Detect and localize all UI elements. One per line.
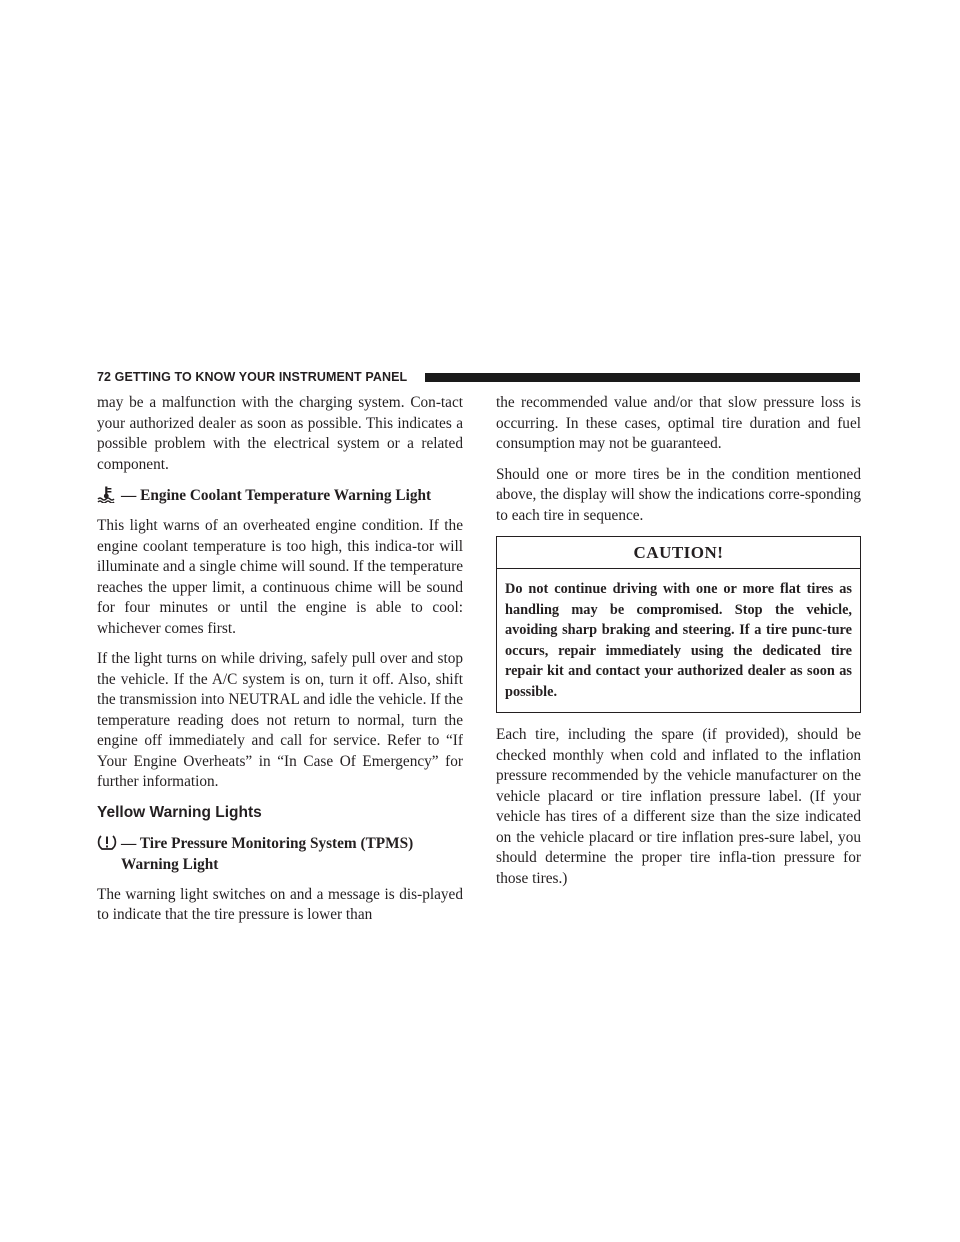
coolant-heading-text: — Engine Coolant Temperature Warning Light bbox=[121, 487, 432, 504]
left-column bbox=[97, 393, 463, 936]
paragraph-display-sequence: Should one or more tires be in the condition mentioned above, the display will show the indications corre-sponding to each tire in sequence. bbox=[496, 465, 861, 524]
tpms-heading bbox=[97, 833, 463, 875]
coolant-temperature-icon bbox=[97, 486, 117, 503]
coolant-heading bbox=[97, 485, 463, 506]
paragraph-coolant-warning: This light warns of an overheated engine condition. If the engine coolant temperature is too high, this indica-tor will illuminate and a single chime will sound. If the temperature reaches the upper limit, a continuous chime will be sound for four minutes or until the engine is able to cool: whichever comes first. bbox=[97, 517, 463, 637]
caution-body: Do not continue driving with one or more flat tires as handling may be compromised. Stop the vehicle, avoiding sharp braking and steering. If a tire punc-ture occurs, repair immediately using the dedicated tire repair kit and contact your authorized dealer as soon as possible. bbox=[505, 581, 852, 700]
tpms-heading-text: — Tire Pressure Monitoring System (TPMS) Warning Light bbox=[121, 834, 414, 873]
paragraph-pressure-loss: the recommended value and/or that slow pressure loss is occurring. In these cases, optimal tire duration and fuel consumption may not be guaranteed. bbox=[496, 394, 861, 452]
paragraph-tire-check: Each tire, including the spare (if provided), should be checked monthly when cold and inflated to the inflation pressure recommended by the vehicle manufacturer on the vehicle placard or tire inflation pressure label. (If your vehicle has tires of a different size than the size indicated on the vehicle placard or tire inflation pres-sure label, you should determine the proper tire infla-tion pressure for those tires.) bbox=[496, 726, 861, 887]
yellow-warning-heading: Yellow Warning Lights bbox=[97, 803, 262, 821]
right-column bbox=[496, 393, 861, 899]
caution-box bbox=[496, 536, 861, 713]
paragraph-coolant-action: If the light turns on while driving, safely pull over and stop the vehicle. If the A/C system is on, turn it off. Also, shift the transmission into NEUTRAL and idle the vehicle. If the temperature reading does not return to normal, turn the engine off immediately and call for service. Refer to “If Your Engine Overheats” in “In Case Of Emergency” for further information. bbox=[97, 650, 463, 790]
caution-title: CAUTION! bbox=[497, 537, 860, 569]
paragraph-tpms: The warning light switches on and a message is dis-played to indicate that the tire pressure is lower than bbox=[97, 885, 463, 923]
tire-pressure-icon bbox=[97, 834, 117, 851]
page-header bbox=[97, 368, 860, 386]
page-label: 72 GETTING TO KNOW YOUR INSTRUMENT PANEL bbox=[97, 370, 408, 384]
header-bar bbox=[425, 373, 860, 382]
paragraph-charging: may be a malfunction with the charging system. Con-tact your authorized dealer as soon as possible. This indicates a possible problem with the electrical system or a related component. bbox=[97, 394, 463, 473]
